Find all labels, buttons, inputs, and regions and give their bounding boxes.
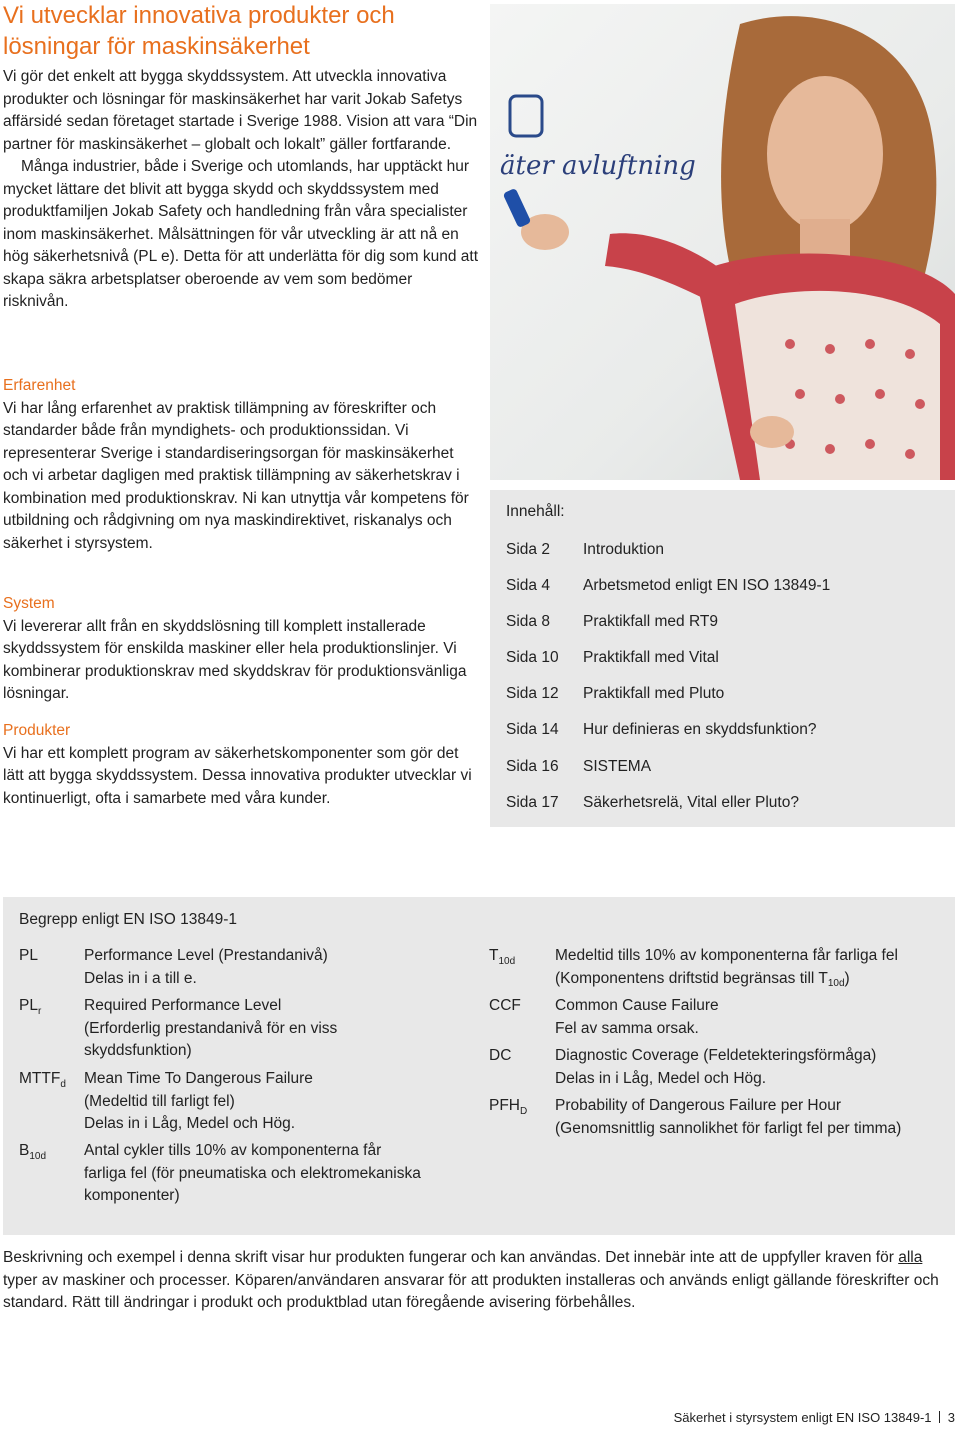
- section-heading: System: [3, 595, 55, 612]
- term-abbr: PL: [19, 947, 38, 964]
- section-text: Vi har ett komplett program av säkerhetskomponenter som gör det lätt att bygga skyddssystem. Dessa innovativa produkter utvecklar vi kontinuerligt, ofta i samarbete med våra kunder.: [3, 744, 472, 807]
- term-definition: Required Performance Level (Erforderlig prestandanivå för en viss skyddsfunktion): [84, 997, 338, 1059]
- photo-illustration: [490, 4, 955, 480]
- term-abbr: $MTTF_d$: [19, 1070, 66, 1090]
- page-footer: [674, 1410, 955, 1425]
- table-of-contents: [490, 490, 955, 827]
- toc-text: Arbetsmetod enligt EN ISO 13849-1: [583, 577, 831, 594]
- toc-text: Säkerhetsrelä, Vital eller Pluto?: [583, 794, 799, 811]
- toc-page: Sida 8: [506, 613, 550, 630]
- toc-page: Sida 12: [506, 685, 559, 702]
- section-heading: Produkter: [3, 722, 71, 739]
- intro-paragraph-1: Vi gör det enkelt att bygga skyddssystem. Att utveckla innovativa produkter och lösningar för maskinsäkerhet har varit Jokab Safetys affärsidé sedan företaget startade i Sverige 1988. Vision att vara “Din partner för maskinsäkerhet – globalt och lokalt” gäller fortfarande.: [3, 68, 478, 153]
- terms-title: Begrepp enligt EN ISO 13849-1: [19, 911, 237, 928]
- presenter-photo: [490, 4, 955, 480]
- toc-text: Praktikfall med Vital: [583, 649, 719, 666]
- term-abbr: $B_{10d}$: [19, 1142, 47, 1162]
- toc-page: Sida 17: [506, 794, 559, 811]
- terms-box: [3, 897, 955, 1235]
- underlined-word: alla: [898, 1249, 923, 1266]
- term-abbr: $PL_r$: [19, 997, 42, 1017]
- toc-text: Praktikfall med Pluto: [583, 685, 725, 702]
- term-abbr: $T_{10d}$: [489, 947, 516, 967]
- section-produkter: [3, 720, 481, 810]
- term-definition: Probability of Dangerous Failure per Hour (Genomsnittlig sannolikhet för farligt fel per timma): [555, 1097, 902, 1137]
- page-title: Vi utvecklar innovativa produkter och lösningar för maskinsäkerhet: [3, 2, 395, 60]
- footer-divider: [939, 1411, 940, 1423]
- disclaimer: Beskrivning och exempel i denna skrift visar hur produkten fungerar och kan användas. Det innebär inte att de uppfyller kraven för alla typer av maskiner och processer. Köparen/användaren ansvarar för att produkten installeras och används enligt gällande föreskrifter och standard. Rätt till ändringar i produkt och produktblad utan föregående avisering förbehålles.: [3, 1249, 939, 1311]
- toc-page: Sida 14: [506, 721, 559, 738]
- term-definition: Medeltid tills 10% av komponenterna får farliga fel (Komponentens driftstid begränsas till $T_{10d}$): [555, 947, 898, 989]
- section-heading: Erfarenhet: [3, 377, 76, 394]
- term-definition: Mean Time To Dangerous Failure (Medeltid till farligt fel) Delas in i Låg, Medel och Hög.: [84, 1070, 313, 1132]
- intro-paragraph-2: Många industrier, både i Sverige och utomlands, har upptäckt hur mycket lättare det blivit att bygga skydd och skyddssystem med produktfamiljen Jokab Safety och handledning från våra specialister inom maskinsäkerhet. Målsättningen för vår utveckling är att nå en hög säkerhetsnivå (PL e). Detta för att underlätta för dig som kund att skapa säkra arbetsplatser oberoende av vem som bedömer risknivån.: [3, 158, 479, 310]
- toc-text: Hur definieras en skyddsfunktion?: [583, 721, 817, 738]
- section-text: Vi levererar allt från en skyddslösning till komplett installerade skyddssystem för enskilda maskiner eller hela produktionslinjer. Vi kombinerar produktionskrav med skyddskrav för produktionsvänliga lösningar.: [3, 617, 467, 702]
- term-abbr: DC: [489, 1047, 512, 1064]
- page-number: 3: [947, 1410, 955, 1425]
- whiteboard-text: äter avluftning: [500, 151, 696, 181]
- footer-text: Säkerhet i styrsystem enligt EN ISO 13849-1: [673, 1410, 932, 1425]
- intro: [3, 66, 481, 314]
- toc-title: Innehåll:: [506, 503, 565, 520]
- term-abbr: CCF: [489, 997, 521, 1014]
- term-definition: Diagnostic Coverage (Feldetekteringsförmåga) Delas in i Låg, Medel och Hög.: [555, 1047, 877, 1087]
- toc-text: Praktikfall med RT9: [583, 613, 718, 630]
- term-definition: Performance Level (Prestandanivå) Delas in i a till e.: [84, 947, 328, 987]
- toc-page: Sida 16: [506, 758, 559, 775]
- toc-text: SISTEMA: [583, 758, 652, 775]
- section-erfarenhet: [3, 375, 481, 555]
- toc-page: Sida 10: [506, 649, 559, 666]
- term-definition: Common Cause Failure Fel av samma orsak.: [555, 997, 719, 1037]
- toc-page: Sida 4: [506, 577, 550, 594]
- toc-page: Sida 2: [506, 541, 550, 558]
- section-text: Vi har lång erfarenhet av praktisk tillämpning av föreskrifter och standarder både från myndighets- och produktionssidan. Vi representerar Sverige i standardiseringsorgan för maskinsäkerhet och vi arbetar dagligen med praktisk tillämpning av säkerhetskrav i kombination med produktionskrav. Ni kan utnyttja vår kompetens för utbildning och rådgivning om nya maskindirektivet, riskanalys och säkerhet i styrsystem.: [3, 399, 469, 552]
- term-definition: Antal cykler tills 10% av komponenterna får farliga fel (för pneumatiska och elektromekaniska komponenter): [84, 1142, 421, 1204]
- section-system: [3, 593, 481, 706]
- term-abbr: $PFH_D$: [489, 1097, 528, 1117]
- toc-text: Introduktion: [583, 541, 664, 558]
